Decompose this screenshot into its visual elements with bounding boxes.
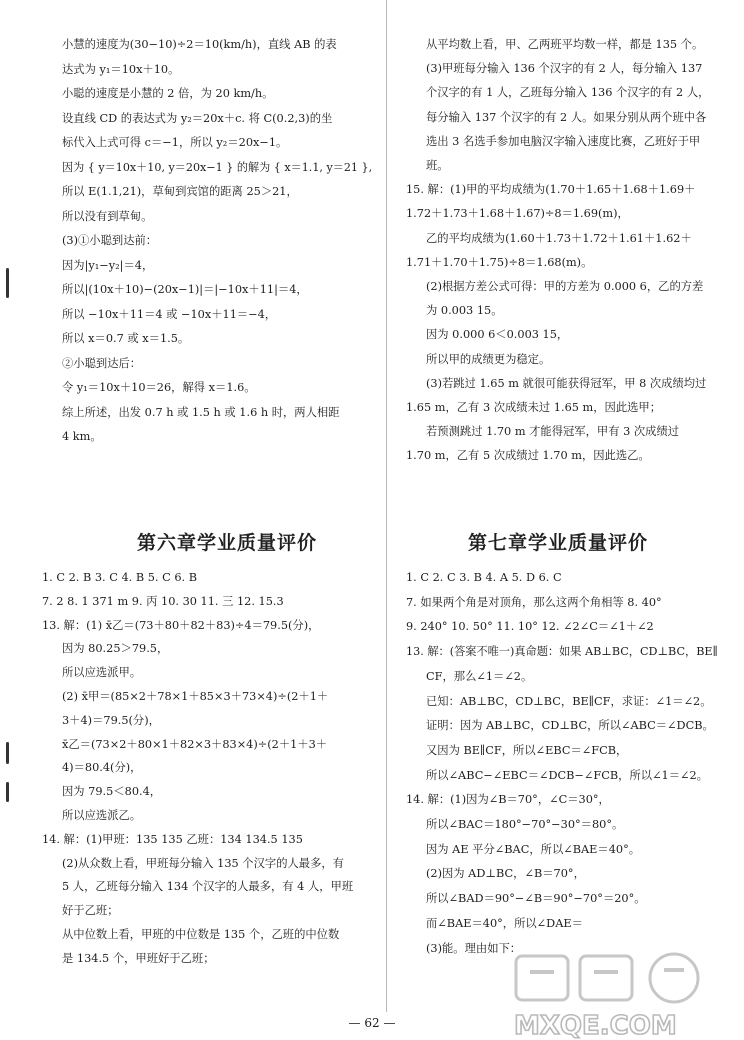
text-line: 小聪的速度是小慧的 2 倍，为 20 km/h。 xyxy=(62,87,274,100)
text-line: 乙的平均成绩为(1.60＋1.73＋1.72＋1.61＋1.62＋ xyxy=(426,231,692,245)
text-line: 所以 x＝0.7 或 x＝1.5。 xyxy=(62,332,190,345)
text-line: 14. 解：(1)甲班：135 135 乙班：134 134.5 135 xyxy=(42,832,303,846)
page-number: — 62 — xyxy=(348,1016,396,1030)
text-line: 个汉字的有 1 人，乙班每分输入 136 个汉字的有 2 人， xyxy=(426,86,710,100)
text-line: 所以甲的成绩更为稳定。 xyxy=(426,352,551,366)
text-line: 为 0.003 15。 xyxy=(426,304,503,318)
text-line: 证明：因为 AB⊥BC，CD⊥BC，所以∠ABC＝∠DCB。 xyxy=(426,719,714,733)
scan-mark xyxy=(6,782,9,802)
text-line: 从平均数上看，甲、乙两班平均数一样，都是 135 个。 xyxy=(426,38,704,51)
text-line: 1.70 m，乙有 5 次成绩过 1.70 m，因此选乙。 xyxy=(406,449,650,463)
text-line: 小慧的速度为(30−10)÷2＝10(km/h)，直线 AB 的表 xyxy=(62,38,337,51)
text-line: 令 y₁＝10x＋10＝26，解得 x＝1.6。 xyxy=(62,381,256,394)
text-line: 已知：AB⊥BC，CD⊥BC，BE∥CF，求证：∠1＝∠2。 xyxy=(426,694,712,708)
text-line: 因为 AE 平分∠BAC，所以∠BAE＝40°。 xyxy=(426,842,641,856)
text-line: 因为 79.5＜80.4， xyxy=(62,785,162,799)
text-line: (3)能。理由如下： xyxy=(426,941,522,955)
text-line: 1.71＋1.70＋1.75)÷8＝1.68(m)。 xyxy=(406,255,593,269)
svg-text:MXQE.COM: MXQE.COM xyxy=(514,1011,677,1040)
text-line: 从中位数上看，甲班的中位数是 135 个，乙班的中位数 xyxy=(62,928,340,941)
text-line: 14. 解：(1)因为∠B＝70°，∠C＝30°， xyxy=(406,793,610,807)
text-line: (3)①小聪到达前： xyxy=(62,234,158,247)
scan-mark xyxy=(6,268,9,298)
text-line: x̄乙＝(73×2＋80×1＋82×3＋83×4)÷(2＋1＋3＋ xyxy=(62,737,328,751)
watermark-logo xyxy=(508,950,718,1040)
text-line: 9. 240° 10. 50° 11. 10° 12. ∠2∠C＝∠1＋∠2 xyxy=(406,620,654,634)
text-line: (2)因为 AD⊥BC，∠B＝70°， xyxy=(426,867,585,881)
text-line: 7. 如果两个角是对顶角，那么这两个角相等 8. 40° xyxy=(406,595,662,609)
text-line: ②小聪到达后： xyxy=(62,356,142,370)
text-line: 4)＝80.4(分)， xyxy=(62,761,142,775)
text-line: 而∠BAE＝40°，所以∠DAE＝ xyxy=(426,916,583,930)
text-line: 班。 xyxy=(426,159,449,172)
text-line: 1.72＋1.73＋1.68＋1.67)÷8＝1.69(m)， xyxy=(406,207,629,221)
section-heading: 第七章学业质量评价 xyxy=(468,532,649,554)
text-line: 所以 −10x＋11＝4 或 −10x＋11＝−4， xyxy=(62,307,277,321)
text-line: 所以|(10x＋10)−(20x−1)|＝|−10x＋11|＝4， xyxy=(62,283,308,296)
text-line: 标代入上式可得 c＝−1，所以 y₂＝20x−1。 xyxy=(62,136,288,149)
text-line: 是 134.5 个，甲班好于乙班； xyxy=(62,951,215,965)
text-line: (3)甲班每分输入 136 个汉字的有 2 人，每分输入 137 xyxy=(426,62,703,76)
text-line: (2)从众数上看，甲班每分输入 135 个汉字的人最多，有 xyxy=(62,856,344,870)
text-line: 选出 3 名选手参加电脑汉字输入速度比赛，乙班好于甲 xyxy=(426,134,701,148)
text-line: 因为 { y＝10x＋10, y＝20x−1 } 的解为 { x＝1.1, y＝21 }, xyxy=(62,160,373,174)
text-line: 13. 解：(1) x̄乙＝(73＋80＋82＋83)÷4＝79.5(分)， xyxy=(42,618,320,632)
text-line: 5 人，乙班每分输入 134 个汉字的人最多，有 4 人，甲班 xyxy=(62,880,354,894)
text-line: (3)若跳过 1.65 m 就很可能获得冠军，甲 8 次成绩均过 xyxy=(426,376,707,390)
text-line: 1. C 2. C 3. B 4. A 5. D 6. C xyxy=(406,571,562,584)
scan-mark xyxy=(6,742,9,764)
text-line: (2) x̄甲＝(85×2＋78×1＋85×3＋73×4)÷(2＋1＋ xyxy=(62,690,329,703)
text-line: 3＋4)＝79.5(分)， xyxy=(62,713,160,727)
text-line: 1.65 m，乙有 3 次成绩未过 1.65 m，因此选甲； xyxy=(406,401,662,414)
text-line: 又因为 BE∥CF，所以∠EBC＝∠FCB， xyxy=(426,743,628,757)
text-line: CF，那么∠1＝∠2。 xyxy=(426,669,533,683)
text-line: 所以 E(1.1,21)，草甸到宾馆的距离 25＞21， xyxy=(62,185,298,198)
text-line: 因为 80.25＞79.5， xyxy=(62,642,169,656)
text-line: 每分输入 137 个汉字的有 2 人。如果分别从两个班中各 xyxy=(426,110,707,124)
text-line: 达式为 y₁＝10x＋10。 xyxy=(62,62,180,76)
text-line: 好于乙班； xyxy=(62,904,119,918)
text-line: 设直线 CD 的表达式为 y₂＝20x＋c. 将 C(0.2,3)的坐 xyxy=(62,111,333,125)
text-line: 综上所述，出发 0.7 h 或 1.5 h 或 1.6 h 时，两人相距 xyxy=(62,405,340,419)
text-line: 7. 2 8. 1 371 m 9. 丙 10. 30 11. 三 12. 15.3 xyxy=(42,594,284,608)
text-line: 所以应选派乙。 xyxy=(62,809,142,822)
text-line: 15. 解：(1)甲的平均成绩为(1.70＋1.65＋1.68＋1.69＋ xyxy=(406,183,696,197)
text-line: 1. C 2. B 3. C 4. B 5. C 6. B xyxy=(42,571,198,584)
text-line: 所以∠BAC＝180°−70°−30°＝80°。 xyxy=(426,818,624,831)
text-line: 因为 0.000 6＜0.003 15， xyxy=(426,328,569,342)
text-line: 所以∠ABC−∠EBC＝∠DCB−∠FCB，所以∠1＝∠2。 xyxy=(426,768,708,782)
text-line: 所以应选派甲。 xyxy=(62,666,142,680)
text-line: 13. 解：(答案不唯一)真命题：如果 AB⊥BC，CD⊥BC，BE∥ xyxy=(406,645,718,659)
text-line: 所以没有到草甸。 xyxy=(62,209,153,223)
text-line: 若预测跳过 1.70 m 才能得冠军，甲有 3 次成绩过 xyxy=(426,425,680,439)
text-line: 所以∠BAD＝90°−∠B＝90°−70°＝20°。 xyxy=(426,892,646,906)
text-line: (2)根据方差公式可得：甲的方差为 0.000 6，乙的方差 xyxy=(426,280,704,293)
column-separator xyxy=(386,0,387,1012)
section-heading: 第六章学业质量评价 xyxy=(137,532,318,554)
text-line: 因为|y₁−y₂|＝4， xyxy=(62,258,154,272)
text-line: 4 km。 xyxy=(62,430,102,443)
